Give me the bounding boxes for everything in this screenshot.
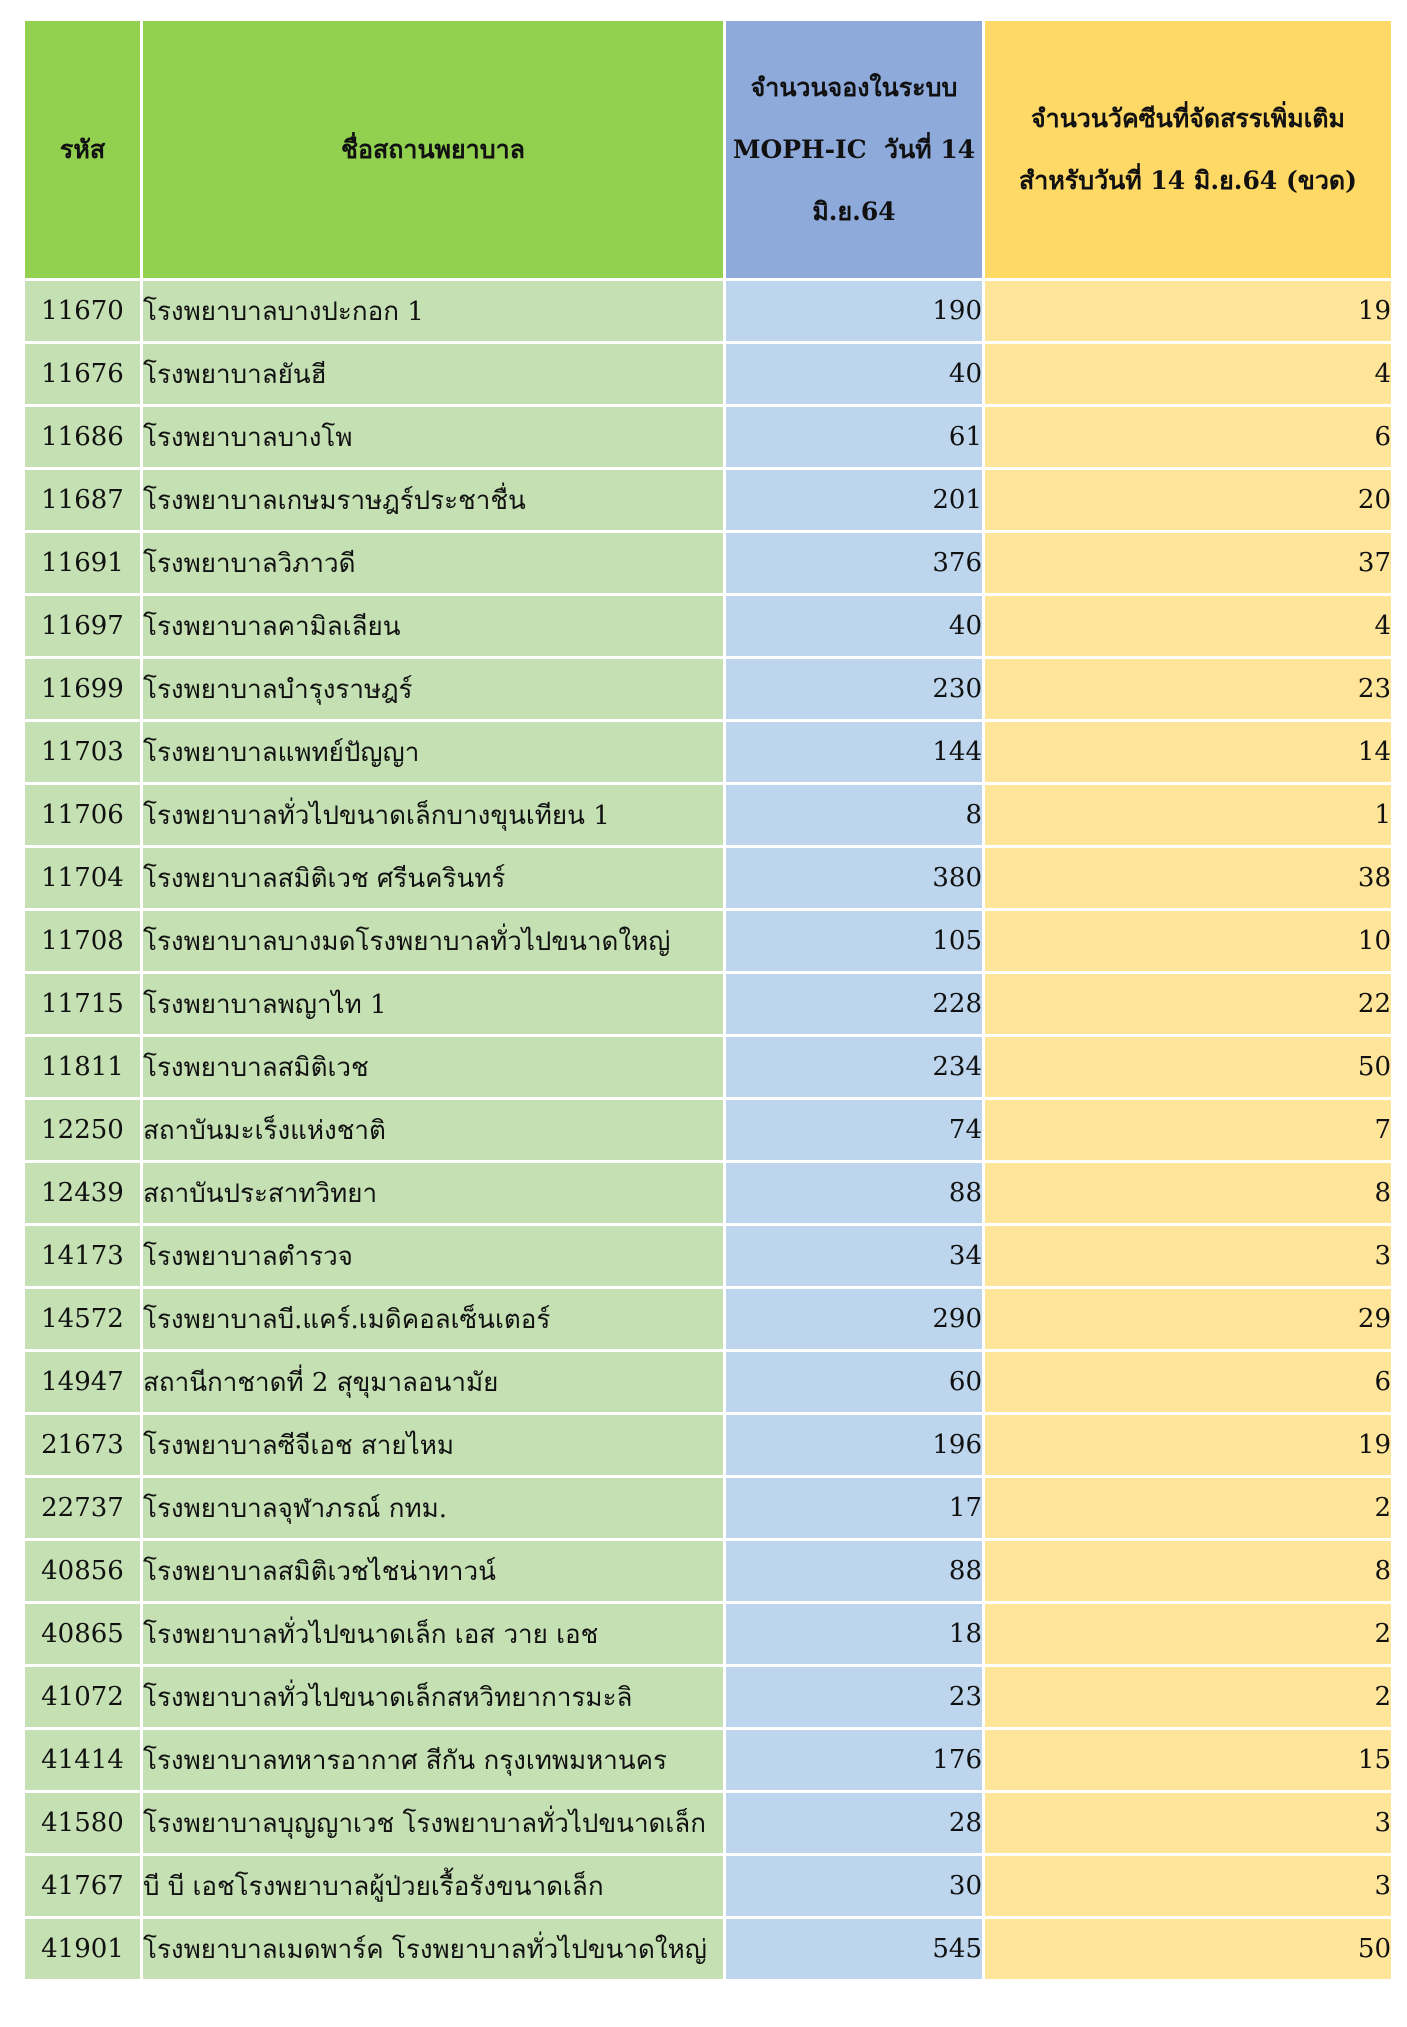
cell-hospital-name: โรงพยาบาลพญาไท 1 — [143, 974, 723, 1034]
table-row — [25, 1100, 1391, 1160]
table-row — [25, 1289, 1391, 1349]
cell-moph-bookings: 23 — [726, 1667, 982, 1727]
cell-moph-bookings: 8 — [726, 785, 982, 845]
cell-code: 41580 — [25, 1793, 140, 1853]
cell-hospital-name: สถาบันมะเร็งแห่งชาติ — [143, 1100, 723, 1160]
cell-moph-bookings: 144 — [726, 722, 982, 782]
table-row — [25, 1226, 1391, 1286]
cell-hospital-name: โรงพยาบาลทหารอากาศ สีกัน กรุงเทพมหานคร — [143, 1730, 723, 1790]
cell-moph-bookings: 18 — [726, 1604, 982, 1664]
cell-vaccine-allocated: 3 — [985, 1793, 1391, 1853]
cell-hospital-name: โรงพยาบาลบางปะกอก 1 — [143, 281, 723, 341]
vaccine-allocation-sheet — [22, 18, 1391, 1982]
cell-code: 11715 — [25, 974, 140, 1034]
cell-moph-bookings: 60 — [726, 1352, 982, 1412]
header-vaccine-allocation — [985, 21, 1391, 278]
cell-vaccine-allocated: 50 — [985, 1037, 1391, 1097]
cell-hospital-name: สถาบันประสาทวิทยา — [143, 1163, 723, 1223]
cell-hospital-name: โรงพยาบาลเมดพาร์ค โรงพยาบาลทั่วไปขนาดใหญ่ — [143, 1919, 723, 1979]
header-moph-line-3: มิ.ย.64 — [812, 196, 896, 226]
cell-vaccine-allocated: 10 — [985, 911, 1391, 971]
table-row — [25, 722, 1391, 782]
table-row — [25, 1415, 1391, 1475]
table-row — [25, 1037, 1391, 1097]
cell-code: 12250 — [25, 1100, 140, 1160]
cell-vaccine-allocated: 4 — [985, 596, 1391, 656]
cell-hospital-name: บี บี เอชโรงพยาบาลผู้ป่วยเรื้อรังขนาดเล็ก — [143, 1856, 723, 1916]
cell-moph-bookings: 545 — [726, 1919, 982, 1979]
cell-hospital-name: โรงพยาบาลสมิติเวช — [143, 1037, 723, 1097]
cell-moph-bookings: 290 — [726, 1289, 982, 1349]
cell-code: 11686 — [25, 407, 140, 467]
cell-code: 12439 — [25, 1163, 140, 1223]
cell-code: 11691 — [25, 533, 140, 593]
table-row — [25, 1730, 1391, 1790]
cell-moph-bookings: 28 — [726, 1793, 982, 1853]
cell-vaccine-allocated: 2 — [985, 1478, 1391, 1538]
cell-moph-bookings: 34 — [726, 1226, 982, 1286]
cell-code: 11670 — [25, 281, 140, 341]
cell-vaccine-allocated: 6 — [985, 1352, 1391, 1412]
cell-moph-bookings: 230 — [726, 659, 982, 719]
cell-moph-bookings: 190 — [726, 281, 982, 341]
cell-vaccine-allocated: 8 — [985, 1541, 1391, 1601]
table-row — [25, 533, 1391, 593]
cell-moph-bookings: 176 — [726, 1730, 982, 1790]
cell-hospital-name: โรงพยาบาลสมิติเวช ศรีนครินทร์ — [143, 848, 723, 908]
cell-vaccine-allocated: 4 — [985, 344, 1391, 404]
cell-vaccine-allocated: 14 — [985, 722, 1391, 782]
cell-hospital-name: โรงพยาบาลบุญญาเวช โรงพยาบาลทั่วไปขนาดเล็ก — [143, 1793, 723, 1853]
cell-moph-bookings: 40 — [726, 344, 982, 404]
table-row — [25, 1604, 1391, 1664]
cell-code: 41901 — [25, 1919, 140, 1979]
header-vaccine-line-1: จำนวนวัคซีนที่จัดสรรเพิ่มเติม — [1031, 103, 1345, 133]
header-moph-line-1: จำนวนจองในระบบ — [750, 72, 958, 102]
cell-code: 14947 — [25, 1352, 140, 1412]
table-row — [25, 659, 1391, 719]
cell-code: 11703 — [25, 722, 140, 782]
cell-vaccine-allocated: 23 — [985, 659, 1391, 719]
cell-vaccine-allocated: 15 — [985, 1730, 1391, 1790]
cell-moph-bookings: 234 — [726, 1037, 982, 1097]
cell-vaccine-allocated: 50 — [985, 1919, 1391, 1979]
header-moph-line-2: MOPH-IC วันที่ 14 — [732, 134, 976, 164]
cell-moph-bookings: 40 — [726, 596, 982, 656]
cell-moph-bookings: 17 — [726, 1478, 982, 1538]
cell-hospital-name: โรงพยาบาลบำรุงราษฎร์ — [143, 659, 723, 719]
cell-vaccine-allocated: 7 — [985, 1100, 1391, 1160]
table-row — [25, 596, 1391, 656]
cell-code: 11811 — [25, 1037, 140, 1097]
cell-hospital-name: โรงพยาบาลทั่วไปขนาดเล็กสหวิทยาการมะลิ — [143, 1667, 723, 1727]
header-vaccine-line-2: สำหรับวันที่ 14 มิ.ย.64 (ขวด) — [1019, 165, 1357, 195]
cell-hospital-name: โรงพยาบาลซีจีเอช สายไหม — [143, 1415, 723, 1475]
header-row — [25, 21, 1391, 278]
cell-code: 11706 — [25, 785, 140, 845]
cell-hospital-name: โรงพยาบาลจุฬาภรณ์ กทม. — [143, 1478, 723, 1538]
vaccine-allocation-table — [22, 18, 1394, 1982]
table-row — [25, 974, 1391, 1034]
cell-vaccine-allocated: 37 — [985, 533, 1391, 593]
table-row — [25, 785, 1391, 845]
cell-moph-bookings: 74 — [726, 1100, 982, 1160]
cell-code: 40865 — [25, 1604, 140, 1664]
table-row — [25, 281, 1391, 341]
cell-vaccine-allocated: 20 — [985, 470, 1391, 530]
cell-hospital-name: โรงพยาบาลแพทย์ปัญญา — [143, 722, 723, 782]
cell-hospital-name: โรงพยาบาลบี.แคร์.เมดิคอลเซ็นเตอร์ — [143, 1289, 723, 1349]
cell-code: 11699 — [25, 659, 140, 719]
cell-code: 11704 — [25, 848, 140, 908]
table-row — [25, 1478, 1391, 1538]
header-code: รหัส — [25, 21, 140, 278]
header-moph-ic-bookings — [726, 21, 982, 278]
cell-hospital-name: โรงพยาบาลเกษมราษฎร์ประชาชื่น — [143, 470, 723, 530]
cell-code: 41767 — [25, 1856, 140, 1916]
cell-hospital-name: โรงพยาบาลทั่วไปขนาดเล็กบางขุนเทียน 1 — [143, 785, 723, 845]
cell-hospital-name: โรงพยาบาลบางมดโรงพยาบาลทั่วไปขนาดใหญ่ — [143, 911, 723, 971]
cell-code: 41414 — [25, 1730, 140, 1790]
cell-moph-bookings: 88 — [726, 1541, 982, 1601]
table-row — [25, 1667, 1391, 1727]
table-row — [25, 470, 1391, 530]
cell-hospital-name: โรงพยาบาลบางโพ — [143, 407, 723, 467]
cell-code: 11676 — [25, 344, 140, 404]
cell-vaccine-allocated: 19 — [985, 1415, 1391, 1475]
cell-moph-bookings: 30 — [726, 1856, 982, 1916]
cell-moph-bookings: 380 — [726, 848, 982, 908]
cell-vaccine-allocated: 22 — [985, 974, 1391, 1034]
cell-hospital-name: โรงพยาบาลยันฮี — [143, 344, 723, 404]
table-row — [25, 1919, 1391, 1979]
table-row — [25, 1541, 1391, 1601]
cell-vaccine-allocated: 8 — [985, 1163, 1391, 1223]
cell-code: 21673 — [25, 1415, 140, 1475]
table-row — [25, 911, 1391, 971]
cell-vaccine-allocated: 29 — [985, 1289, 1391, 1349]
cell-moph-bookings: 105 — [726, 911, 982, 971]
table-row — [25, 1793, 1391, 1853]
cell-vaccine-allocated: 3 — [985, 1226, 1391, 1286]
table-row — [25, 407, 1391, 467]
cell-moph-bookings: 61 — [726, 407, 982, 467]
table-row — [25, 1856, 1391, 1916]
cell-code: 41072 — [25, 1667, 140, 1727]
cell-hospital-name: โรงพยาบาลสมิติเวชไชน่าทาวน์ — [143, 1541, 723, 1601]
cell-moph-bookings: 376 — [726, 533, 982, 593]
cell-code: 11708 — [25, 911, 140, 971]
cell-vaccine-allocated: 2 — [985, 1604, 1391, 1664]
cell-hospital-name: โรงพยาบาลวิภาวดี — [143, 533, 723, 593]
table-body — [25, 281, 1391, 1979]
cell-code: 40856 — [25, 1541, 140, 1601]
cell-vaccine-allocated: 2 — [985, 1667, 1391, 1727]
cell-hospital-name: สถานีกาชาดที่ 2 สุขุมาลอนามัย — [143, 1352, 723, 1412]
cell-hospital-name: โรงพยาบาลตำรวจ — [143, 1226, 723, 1286]
cell-vaccine-allocated: 3 — [985, 1856, 1391, 1916]
cell-moph-bookings: 201 — [726, 470, 982, 530]
cell-vaccine-allocated: 38 — [985, 848, 1391, 908]
cell-code: 11687 — [25, 470, 140, 530]
header-hospital-name: ชื่อสถานพยาบาล — [143, 21, 723, 278]
cell-vaccine-allocated: 1 — [985, 785, 1391, 845]
cell-vaccine-allocated: 6 — [985, 407, 1391, 467]
cell-code: 11697 — [25, 596, 140, 656]
table-row — [25, 344, 1391, 404]
cell-code: 22737 — [25, 1478, 140, 1538]
table-row — [25, 1352, 1391, 1412]
table-row — [25, 1163, 1391, 1223]
table-row — [25, 848, 1391, 908]
cell-code: 14572 — [25, 1289, 140, 1349]
cell-moph-bookings: 228 — [726, 974, 982, 1034]
cell-moph-bookings: 196 — [726, 1415, 982, 1475]
cell-hospital-name: โรงพยาบาลคามิลเลียน — [143, 596, 723, 656]
table-header — [25, 21, 1391, 278]
cell-vaccine-allocated: 19 — [985, 281, 1391, 341]
cell-moph-bookings: 88 — [726, 1163, 982, 1223]
cell-hospital-name: โรงพยาบาลทั่วไปขนาดเล็ก เอส วาย เอช — [143, 1604, 723, 1664]
cell-code: 14173 — [25, 1226, 140, 1286]
